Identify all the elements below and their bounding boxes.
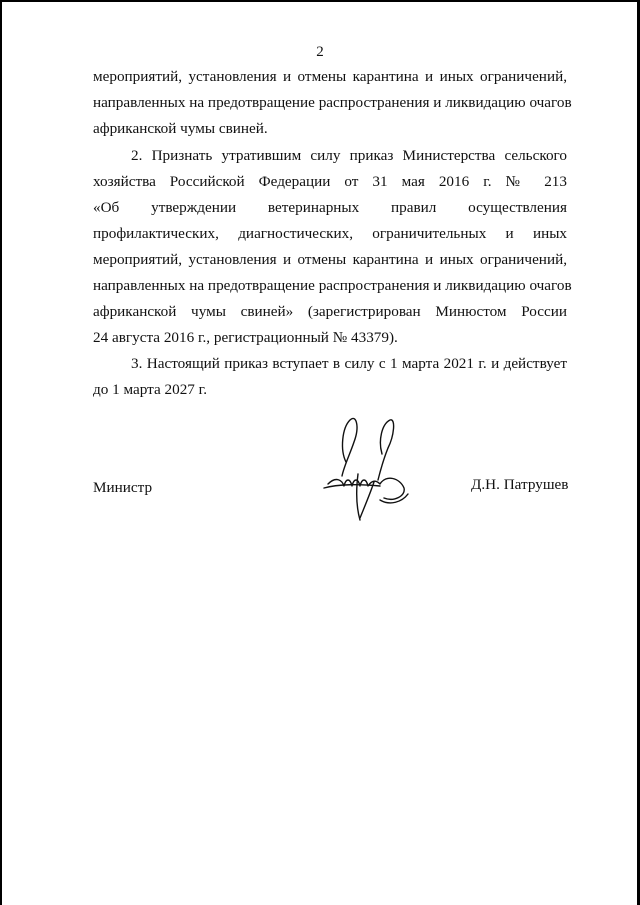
body-line: «Об утверждении ветеринарных правил осуществления	[93, 199, 567, 216]
body-line: до 1 марта 2027 г.	[93, 381, 207, 398]
body-line: 24 августа 2016 г., регистрационный № 43379).	[93, 329, 398, 346]
page-edge-left	[0, 0, 2, 905]
signatory-title: Министр	[93, 479, 153, 496]
handwritten-signature	[320, 414, 416, 524]
body-line: мероприятий, установления и отмены карантина и иных ограничений,	[93, 251, 567, 268]
body-line: направленных на предотвращение распространения и ликвидацию очагов	[93, 94, 572, 111]
signatory-name: Д.Н. Патрушев	[471, 476, 569, 493]
body-line: направленных на предотвращение распространения и ликвидацию очагов	[93, 277, 572, 294]
body-line: хозяйства Российской Федерации от 31 мая 2016 г. № 213	[93, 173, 567, 190]
body-line: африканской чумы свиней.	[93, 120, 268, 137]
body-line: 3. Настоящий приказ вступает в силу с 1 марта 2021 г. и действует	[131, 355, 567, 372]
body-line: 2. Признать утратившим силу приказ Министерства сельского	[131, 147, 567, 164]
page-number: 2	[316, 44, 324, 60]
body-line: профилактических, диагностических, ограничительных и иных	[93, 225, 567, 242]
body-line: африканской чумы свиней» (зарегистрирован Минюстом России	[93, 303, 567, 320]
body-line: мероприятий, установления и отмены карантина и иных ограничений,	[93, 68, 567, 85]
page-edge-top	[0, 0, 640, 2]
